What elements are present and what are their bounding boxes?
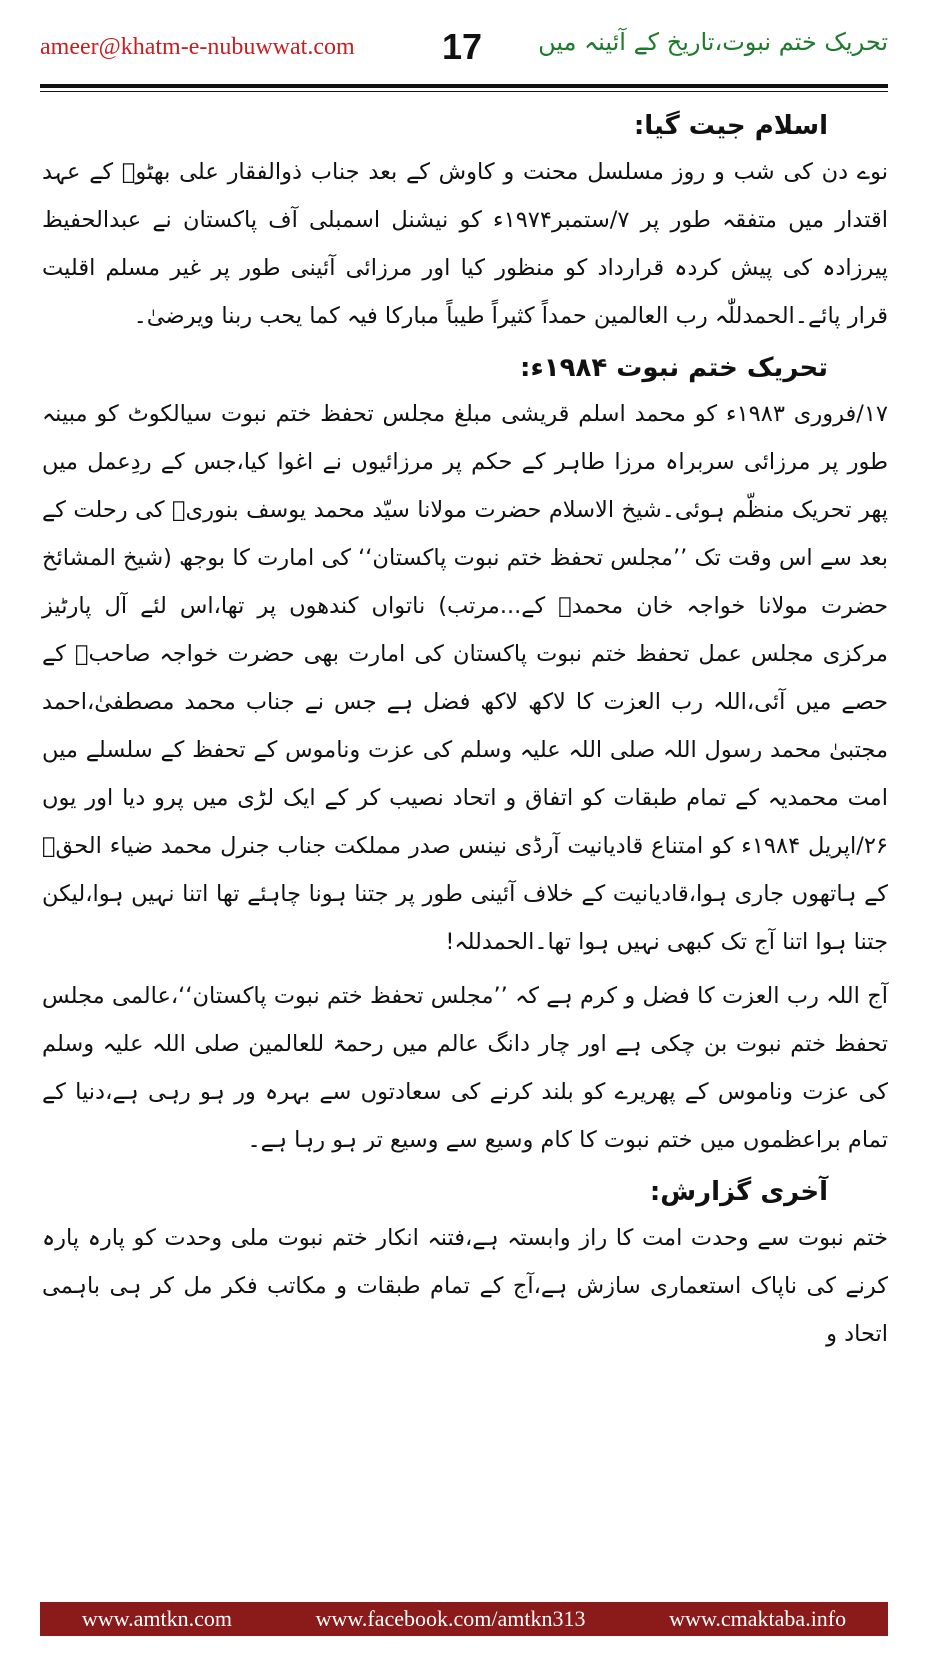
book-title: تحریک ختم نبوت،تاریخ کے آئینہ میں	[538, 28, 888, 56]
footer-link-amtkn[interactable]: www.amtkn.com	[81, 1606, 232, 1631]
page-number: 17	[442, 26, 483, 67]
header-email[interactable]: ameer@khatm-e-nubuwwat.com	[40, 34, 355, 60]
paragraph-global-majlis: آج اللہ رب العزت کا فضل و کرم ہے کہ ’’مجلس تحفظ ختم نبوت پاکستان‘‘،عالمی مجلس تحفظ ختم نبوت بن چکی ہے اور چار دانگ عالم میں رحمۃ للعالمین صلی اللہ علیہ وسلم کی عزت وناموس کے پھریرے کو بلند کرنے کی سعادتوں سے بہرہ ور ہو رہی ہے،دنیا کے تمام براعظموں میں ختم نبوت کا کام وسیع سے وسیع تر ہو رہا ہے۔	[42, 983, 888, 1153]
footer-link-cmaktaba[interactable]: www.cmaktaba.info	[669, 1606, 847, 1631]
paragraph-islam-won: نوے دن کی شب و روز مسلسل محنت و کاوش کے بعد جناب ذوالفقار علی بھٹوؒ کے عہد اقتدار میں متفقہ طور پر ۷/ستمبر۱۹۷۴ء کو نیشنل اسمبلی آف پاکستان نے عبدالحفیظ پیرزادہ کی پیش کردہ قرارداد کو منظور کیا اور مرزائی آئینی طور پر غیر مسلم اقلیت قرار پائے۔الحمدللّٰہ رب العالمین حمداً کثیراً طیباً مبارکا فیہ کما یحب ربنا ویرضیٰ۔	[42, 159, 889, 329]
paragraph-final-request: ختم نبوت سے وحدت امت کا راز وابستہ ہے،فتنہ انکار ختم نبوت ملی وحدت کو پارہ پارہ کرنے کی ناپاک استعماری سازش ہے،آج کے تمام طبقات و مکاتب فکر مل کر ہی باہمی اتحاد و	[42, 1225, 888, 1347]
header-rule-thin	[40, 91, 888, 92]
footer-link-facebook[interactable]: www.facebook.com/amtkn313	[315, 1606, 586, 1631]
page-header	[40, 22, 888, 74]
section-heading-final-request: آخری گزارش:	[649, 1177, 828, 1207]
footer-links-bar	[40, 1602, 888, 1636]
page-content	[42, 104, 888, 1554]
section-heading-islam-won: اسلام جیت گیا:	[633, 111, 828, 141]
header-rule-thick	[40, 84, 888, 88]
section-heading-movement-1984: تحریک ختم نبوت ۱۹۸۴ء:	[520, 353, 828, 383]
paragraph-movement-1984: ۱۷/فروری ۱۹۸۳ء کو محمد اسلم قریشی مبلغ مجلس تحفظ ختم نبوت سیالکوٹ کو مبینہ طور پر مرزائی سربراہ مرزا طاہر کے حکم پر مرزائیوں نے اغوا کیا،جس کے ردِعمل میں پھر تحریک منظّم ہوئی۔شیخ الاسلام حضرت مولانا سیّد محمد یوسف بنوریؒ کی رحلت کے بعد سے اس وقت تک ’’مجلس تحفظ ختم نبوت پاکستان‘‘ کی امارت کا بوجھ (شیخ المشائخ حضرت مولانا خواجہ خان محمدؒ کے...مرتب) ناتواں کندھوں پر تھا،اس لئے آل پارٹیز مرکزی مجلس عمل تحفظ ختم نبوت پاکستان کی امارت بھی حضرت خواجہ صاحبؒ کے حصے میں آئی،اللہ رب العزت کا لاکھ لاکھ فضل ہے جس نے جناب محمد مصطفیٰ،احمد مجتبیٰ محمد رسول اللہ صلی اللہ علیہ وسلم کی عزت وناموس کے تحفظ کے سلسلے میں امت محمدیہ کے تمام طبقات کو اتفاق و اتحاد نصیب کر کے ایک لڑی میں پرو دیا اور یوں ۲۶/اپریل ۱۹۸۴ء کو امتناع قادیانیت آرڈی نینس صدر مملکت جناب جنرل محمد ضیاء الحقؒ کے ہاتھوں جاری ہوا،قادیانیت کے خلاف آئینی طور پر جتنا ہونا چاہئے تھا اتنا نہیں ہوا،لیکن جتنا ہوا اتنا آج تک کبھی نہیں ہوا تھا۔الحمدللہ!	[42, 401, 888, 955]
